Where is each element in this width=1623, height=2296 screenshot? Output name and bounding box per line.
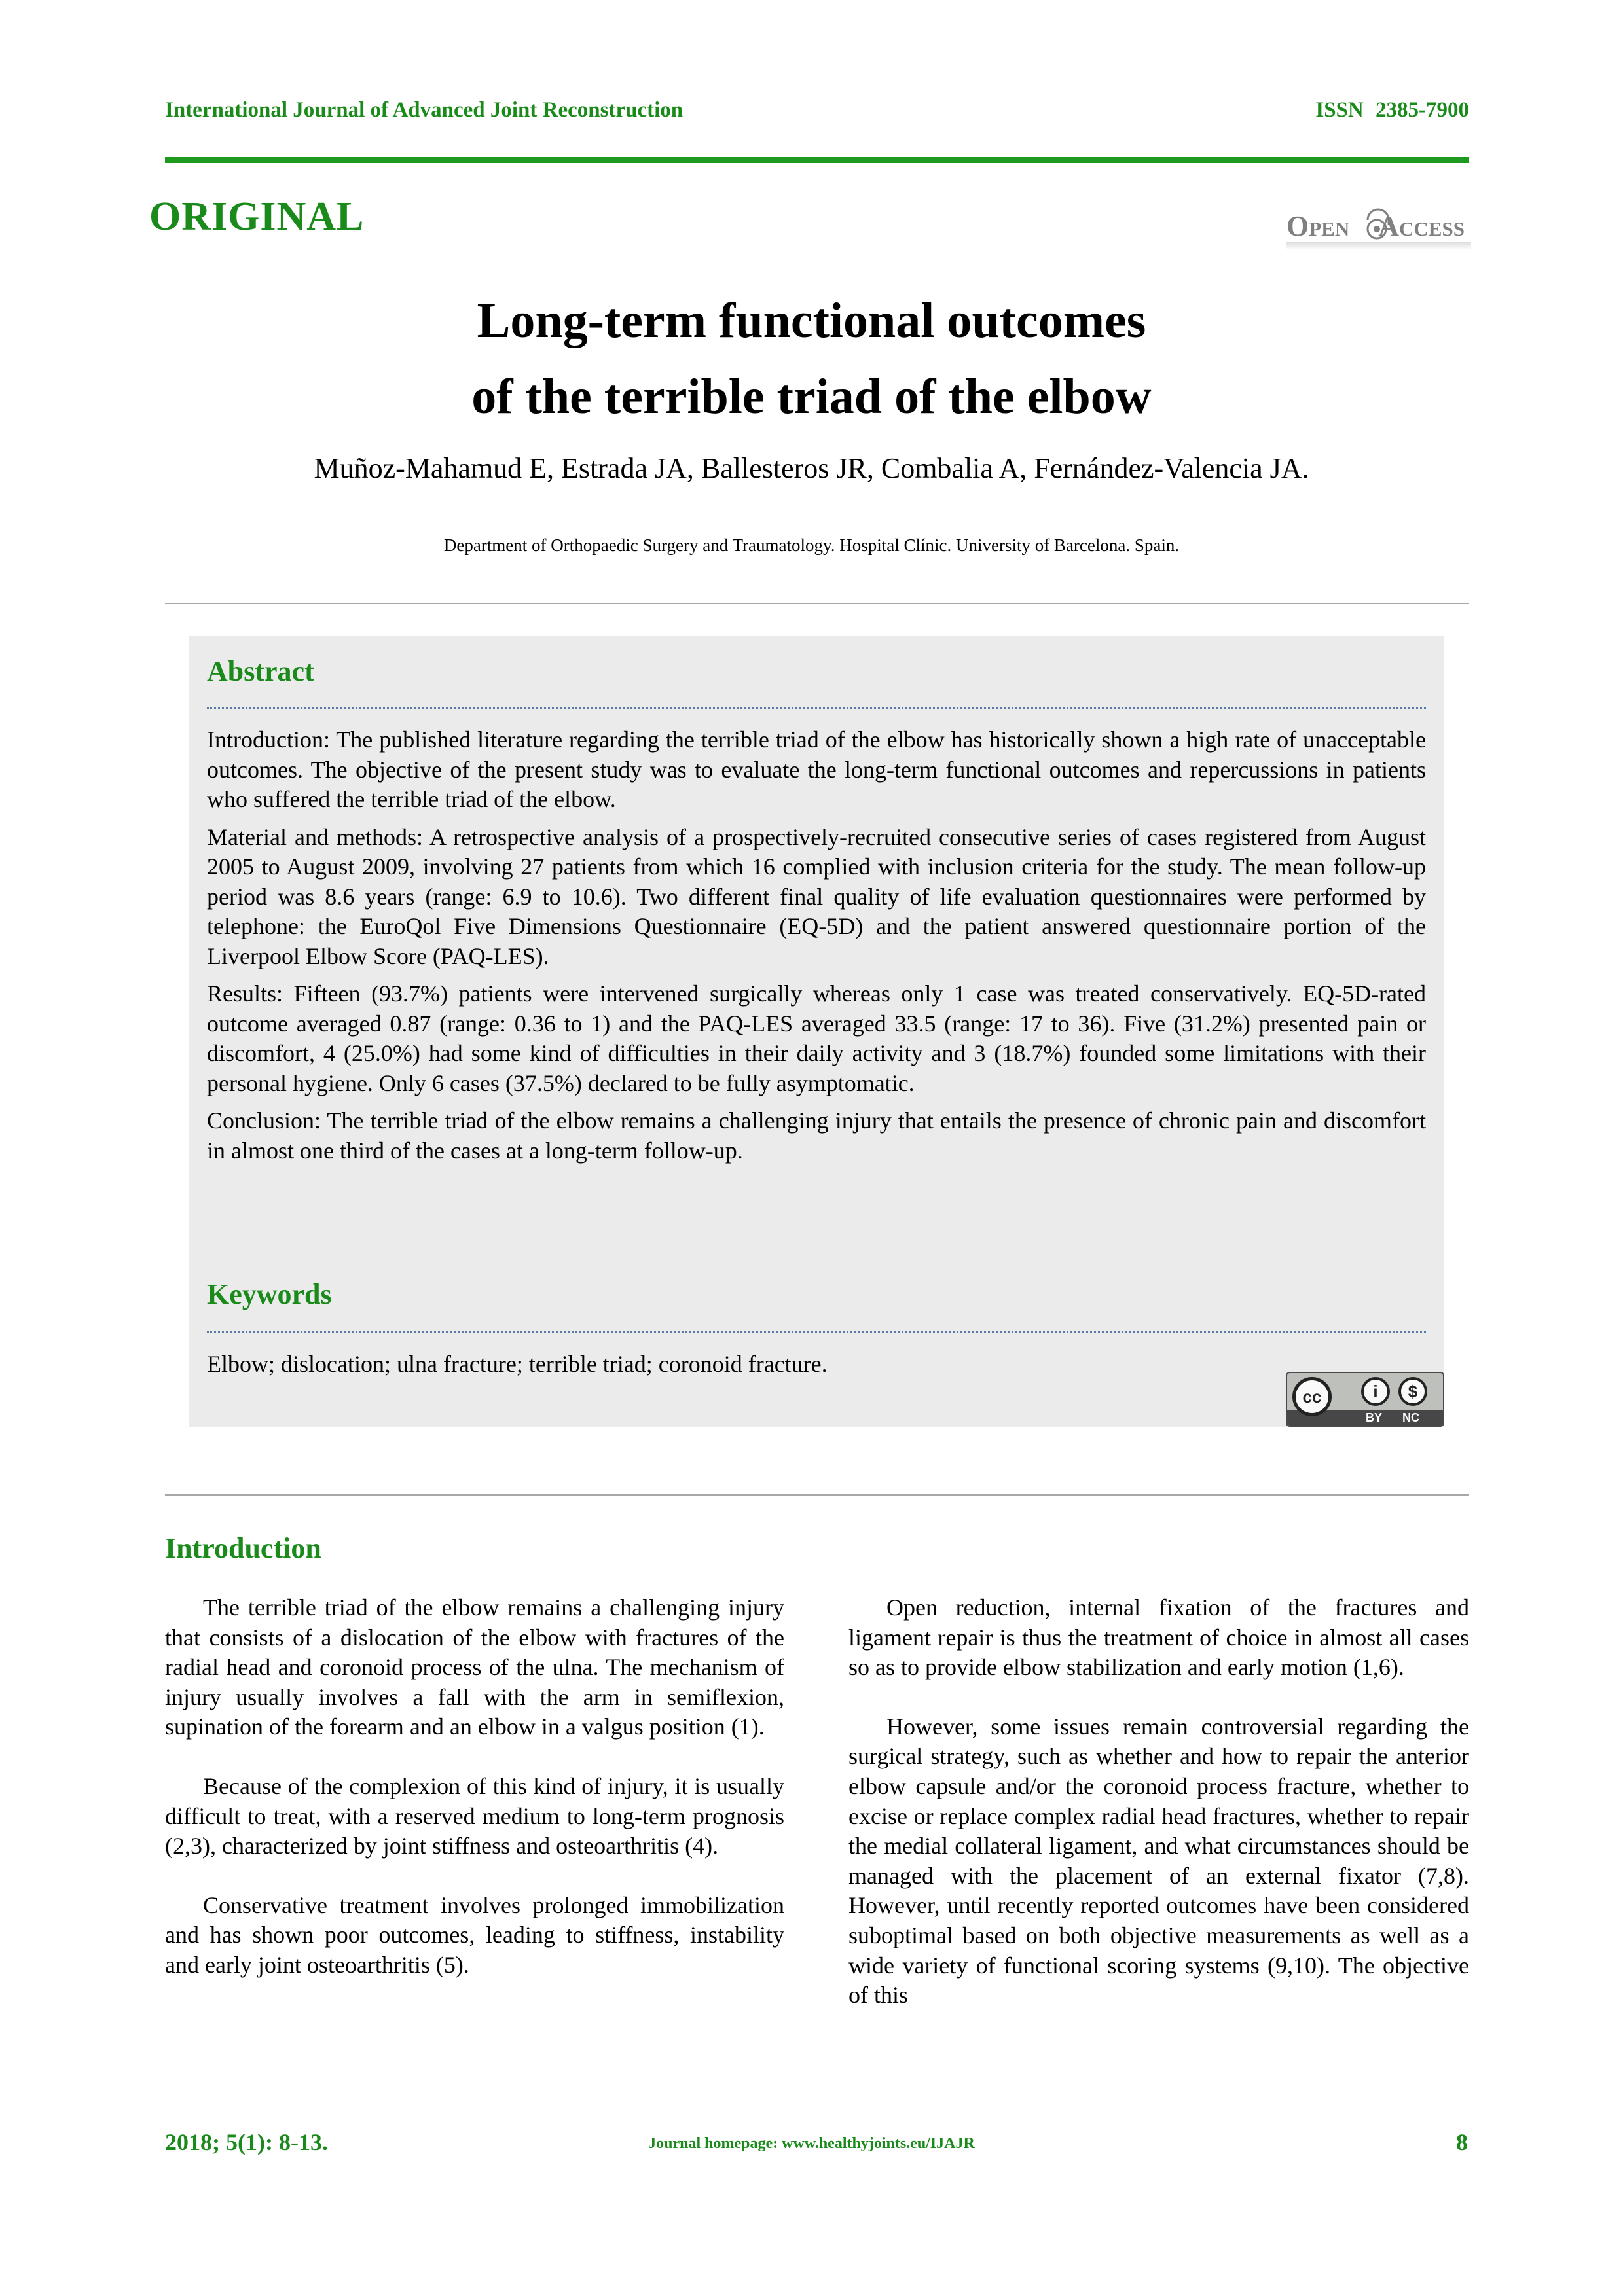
issn: ISSN 2385-7900	[1315, 98, 1469, 122]
page-number: 8	[1456, 2129, 1468, 2155]
section-divider	[165, 1494, 1469, 1496]
abstract-heading: Abstract	[207, 655, 314, 687]
intro-paragraph: Open reduction, internal fixation of the fractures and ligament repair is thus the treatment of choice in almost all cases so as to provide elbow stabilization and early motion (1,6).	[848, 1594, 1469, 1681]
journal-name: International Journal of Advanced Joint Reconstruction	[165, 98, 684, 122]
introduction-heading: Introduction	[165, 1532, 321, 1564]
attribution-icon: i	[1361, 1377, 1390, 1406]
open-access-logo	[1286, 196, 1471, 249]
by-label: BY	[1366, 1411, 1383, 1424]
keywords-heading: Keywords	[207, 1278, 332, 1310]
nc-label: NC	[1402, 1411, 1419, 1424]
authors: Muñoz-Mahamud E, Estrada JA, Ballesteros JR, Combalia A, Fernández-Valencia JA.	[314, 452, 1309, 484]
left-column	[165, 1593, 784, 2010]
noncommercial-icon: $	[1398, 1377, 1427, 1406]
header-divider	[165, 157, 1469, 163]
cc-icon: cc	[1292, 1377, 1332, 1416]
open-access-text: Open Access	[1286, 210, 1465, 242]
abstract-methods: Material and methods: A retrospective analysis of a prospectively-recruited consecutive series of cases registered from August 2005 to August 2009, involving 27 patients from which 16 complied with inclusion criteria for the study. The mean follow-up period was 8.6 years (range: 6.9 to 10.6). Two different final quality of life evaluation questionnaires were performed by telephone: the EuroQol Five Dimensions Questionnaire (EQ-5D) and the patient answered questionnaire portion of the Liverpool Elbow Score (PAQ-LES).	[207, 823, 1426, 969]
logo-reflection	[1286, 242, 1471, 250]
intro-paragraph: Conservative treatment involves prolonged immobilization and has shown poor outcomes, leading to stiffness, instability and early joint osteoarthritis (5).	[165, 1892, 784, 1978]
article-title-line-2: of the terrible triad of the elbow	[471, 369, 1152, 424]
abstract-results: Results: Fifteen (93.7%) patients were intervened surgically whereas only 1 case was treated conservatively. EQ-5D-rated outcome averaged 0.87 (range: 0.36 to 1) and the PAQ-LES averaged 33.5 (range: 17 to 36). Five (31.2%) presented pain or discomfort, 4 (25.0%) had some kind of difficulties in their daily activity and 3 (18.7%) founded some limitations with their personal hygiene. Only 6 cases (37.5%) declared to be fully asymptomatic.	[207, 980, 1426, 1096]
keywords-dotted-rule	[207, 1331, 1426, 1333]
abstract-box	[189, 636, 1444, 1427]
abstract-dotted-rule	[207, 707, 1426, 709]
intro-paragraph: Because of the complexion of this kind of injury, it is usually difficult to treat, with a reserved medium to long-term prognosis (2,3), characterized by joint stiffness and osteoarthritis (4).	[165, 1772, 784, 1859]
affiliation: Department of Orthopaedic Surgery and Traumatology. Hospital Clínic. University of Barcelona. Spain.	[443, 535, 1180, 555]
cc-by-nc-license-badge[interactable]	[1286, 1372, 1444, 1427]
article-type: ORIGINAL	[149, 194, 365, 239]
article-title-line-1: Long-term functional outcomes	[477, 293, 1146, 348]
section-divider	[165, 603, 1469, 604]
keywords-text: Elbow; dislocation; ulna fracture; terrible triad; coronoid fracture.	[207, 1351, 828, 1377]
abstract-introduction: Introduction: The published literature regarding the terrible triad of the elbow has historically shown a high rate of unacceptable outcomes. The objective of the present study was to evaluate the long-term functional outcomes and repercussions in patients who suffered the terrible triad of the elbow.	[207, 726, 1426, 812]
right-column	[848, 1593, 1469, 2040]
intro-paragraph: However, some issues remain controversial regarding the surgical strategy, such as whether and how to repair the anterior elbow capsule and/or the coronoid process fracture, whether to excise or replace complex radial head fractures, whether to repair the medial collateral ligament, and what circumstances should be managed with the placement of an external fixator (7,8). However, until recently reported outcomes have been considered suboptimal based on both objective measurements as well as a wide variety of functional scoring systems (9,10). The objective of this	[848, 1713, 1469, 2009]
citation: 2018; 5(1): 8-13.	[165, 2129, 328, 2155]
journal-homepage-link[interactable]: Journal homepage: www.healthyjoints.eu/IJAJR	[648, 2135, 975, 2152]
intro-paragraph: The terrible triad of the elbow remains a challenging injury that consists of a dislocation of the elbow with fractures of the radial head and coronoid process of the ulna. The mechanism of injury usually involves a fall with the arm in semiflexion, supination of the forearm and an elbow in a valgus position (1).	[165, 1594, 784, 1740]
abstract-conclusion: Conclusion: The terrible triad of the elbow remains a challenging injury that entails the presence of chronic pain and discomfort in almost one third of the cases at a long-term follow-up.	[207, 1107, 1426, 1164]
